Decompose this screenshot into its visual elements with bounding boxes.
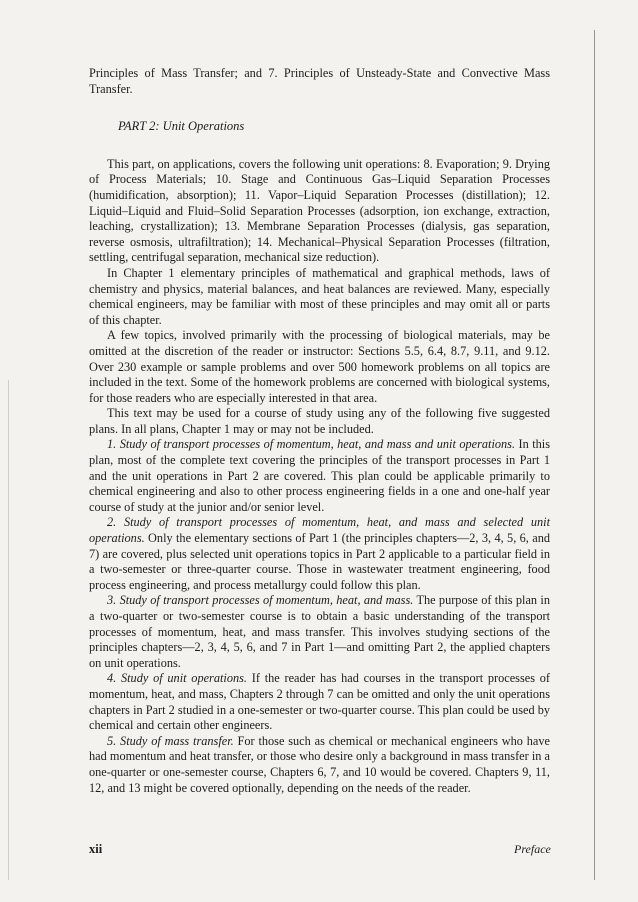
plan-2 (89, 515, 550, 593)
plan-1-body: In this plan, most of the complete text covering the principles of the transport processes in Part 1 and the unit operations in Part 2 are covered. This plan could be applicable primarily to chemical engineering and also to other process engineering fields in a one and one-half year course of study at the junior and/or senior level. (89, 437, 550, 514)
plan-3-body: The purpose of this plan in a two-quarter or two-semester course is to obtain a basic understanding of the transport processes of momentum, heat, and mass transfer. This involves studying sections of the principles chapters—2, 3, 4, 5, 6, and 7 in Part 1—and omitting Part 2, the applied chapters on unit operations. (89, 593, 550, 670)
paragraph-study-plans: This text may be used for a course of study using any of the following five suggested plans. In all plans, Chapter 1 may or may not be included. (89, 406, 550, 436)
plan-3 (89, 593, 550, 671)
paragraph-unit-operations: This part, on applications, covers the following unit operations: 8. Evaporation; 9. Drying of Process Materials; 10. Stage and Continuous Gas–Liquid Separation Processes (humidification, absorption); 11. Vapor–Liquid Separation Processes (distillation); 12. Liquid–Liquid and Fluid–Solid Separation Processes (adsorption, ion exchange, extraction, leaching, crystallization); 13. Membrane Separation Processes (dialysis, gas separation, reverse osmosis, ultrafiltration); 14. Mechanical–Physical Separation Processes (filtration, settling, centrifugal separation, mechanical size reduction). (89, 156, 550, 265)
plan-4 (89, 671, 550, 733)
plan-2-title: 2. Study of transport processes of momentum, heat, and mass and selected unit operations. (89, 515, 550, 546)
plan-4-body: If the reader has had courses in the transport processes of momentum, heat, and mass, Chapters 2 through 7 can be omitted and only the unit operations chapters in Part 2 studied in a one-semester or two-quarter course. This plan could be used by chemical and certain other engineers. (89, 671, 551, 733)
part-heading: PART 2: Unit Operations (118, 119, 245, 134)
scan-left-edge (8, 380, 9, 880)
continuation-paragraph: Principles of Mass Transfer; and 7. Principles of Unsteady-State and Convective Mass Transfer. (89, 66, 550, 96)
plan-5-title: 5. Study of mass transfer. (107, 733, 234, 748)
plan-5-body: For those such as chemical or mechanical engineers who have had momentum and heat transfer, or those who desire only a background in mass transfer in a one-quarter or one-semester course, Chapters 6, 7, and 10 would be covered. Chapters 9, 11, 12, and 13 might be covered optionally, depending on the needs of the reader. (89, 733, 550, 795)
running-footer: Preface (514, 842, 551, 856)
page-number: xii (89, 842, 103, 856)
body-text (89, 66, 550, 796)
plan-2-body: Only the elementary sections of Part 1 (the principles chapters—2, 3, 4, 5, 6, and 7) are covered, plus selected unit operations topics in Part 2 applicable to a particular field in a two-semester or three-quarter course. Those in wastewater treatment engineering, food process engineering, and process metallurgy could follow this plan. (89, 531, 550, 592)
plan-1-title: 1. Study of transport processes of momentum, heat, and mass and unit operations. (107, 437, 516, 452)
scan-edge-rule (594, 30, 595, 880)
paragraph-biological-topics: A few topics, involved primarily with the processing of biological materials, may be omitted at the discretion of the reader or instructor: Sections 5.5, 6.4, 8.7, 9.11, and 9.12. Over 230 example or sample problems and over 500 homework problems on all topics are included in the text. Some of the homework problems are concerned with biological systems, for those readers who are especially interested in that area. (89, 328, 550, 405)
paragraph-chapter-one: In Chapter 1 elementary principles of mathematical and graphical methods, laws of chemistry and physics, material balances, and heat balances are reviewed. Many, especially chemical engineers, may be familiar with most of these principles and may omit all or parts of this chapter. (89, 265, 550, 327)
plan-5 (89, 734, 550, 796)
plan-1 (89, 437, 550, 515)
plan-3-title: 3. Study of transport processes of momentum, heat, and mass. (107, 593, 414, 608)
plan-4-title: 4. Study of unit operations. (107, 671, 247, 686)
